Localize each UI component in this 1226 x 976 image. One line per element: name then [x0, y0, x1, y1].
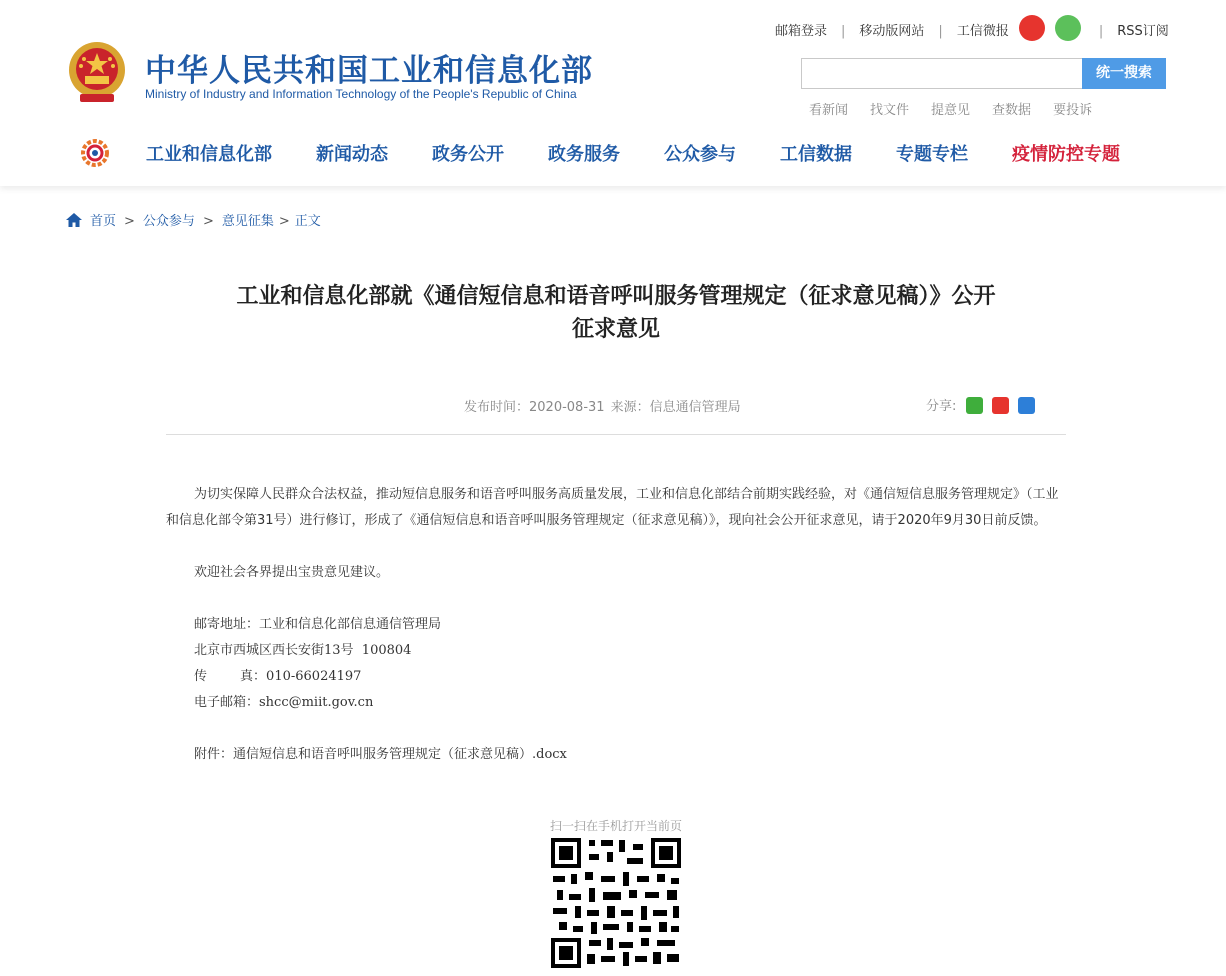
nav-item-gov-services[interactable]: 政务服务	[548, 144, 620, 165]
nav-item-news[interactable]: 新闻动态	[316, 144, 388, 165]
article-title	[166, 280, 1066, 346]
article-meta	[464, 396, 747, 415]
article-title-line1: 工业和信息化部就《通信短信息和语音呼叫服务管理规定（征求意见稿）》公开	[236, 284, 996, 309]
breadcrumb-opinion-collection[interactable]: 意见征集	[221, 214, 274, 229]
main-nav	[146, 140, 1120, 166]
weibo-icon[interactable]	[1019, 15, 1045, 41]
search-input[interactable]	[801, 58, 1083, 89]
body-paragraph-welcome: 欢迎社会各界提出宝贵意见建议。	[194, 565, 390, 580]
breadcrumb-public-participation[interactable]: 公众参与	[142, 214, 195, 229]
site-subtitle: Ministry of Industry and Information Technology of the People's Republic of China	[145, 87, 577, 101]
source-label: 来源：	[610, 400, 650, 415]
quicklink-documents[interactable]: 找文件	[870, 103, 910, 118]
publish-date: 2020-08-31	[529, 400, 605, 415]
mobile-site-link[interactable]: 移动版网站	[859, 24, 925, 39]
quicklink-data[interactable]: 查数据	[992, 103, 1032, 118]
body-paragraph: 为切实保障人民群众合法权益，推动短信息服务和语音呼叫服务高质量发展，工业和信息化部结合前期实践经验，对《通信短信息服务管理规定》（工业和信息化部令第31号）进行修订，形成了《通信短信息和语音呼叫服务管理规定（征求意见稿）》，现向社会公开征求意见，请于2020年9月30日前反馈。	[166, 487, 1059, 528]
miit-logo-icon[interactable]	[80, 138, 110, 168]
search-button[interactable]: 统一搜索	[1082, 58, 1166, 89]
nav-item-miit-data[interactable]: 工信数据	[780, 144, 852, 165]
quick-links	[809, 99, 1114, 118]
miit-weibao-link[interactable]: 工信微报	[956, 24, 1009, 39]
share-bar	[926, 395, 1035, 414]
qr-code	[549, 836, 683, 970]
breadcrumb-current: 正文	[294, 214, 321, 229]
site-header	[0, 0, 1226, 186]
wechat-icon[interactable]	[1055, 15, 1081, 41]
nav-item-gov-affairs-open[interactable]: 政务公开	[432, 144, 504, 165]
nav-item-miit[interactable]: 工业和信息化部	[146, 144, 272, 165]
mail-address: 邮寄地址：工业和信息化部信息通信管理局	[194, 617, 442, 632]
mail-login-link[interactable]: 邮箱登录	[775, 24, 828, 39]
email-address: 电子邮箱：shcc@miit.gov.cn	[194, 695, 374, 710]
divider	[166, 434, 1066, 435]
quicklink-complaint[interactable]: 要投诉	[1053, 103, 1093, 118]
quicklink-feedback[interactable]: 提意见	[931, 103, 971, 118]
nav-item-special-topics[interactable]: 专题专栏	[896, 144, 968, 165]
breadcrumb: 首页 > 公众参与 > 意见征集 > 正文	[66, 210, 321, 229]
qr-caption: 扫一扫在手机打开当前页	[550, 819, 683, 833]
source-value: 信息通信管理局	[649, 400, 741, 415]
fax-number: 传 真：010-66024197	[194, 669, 362, 684]
share-wechat-icon[interactable]	[966, 397, 983, 414]
quicklink-news[interactable]: 看新闻	[809, 103, 849, 118]
top-links: 邮箱登录 | 移动版网站 | 工信微报 | RSS订阅	[775, 20, 1169, 41]
rss-link[interactable]: RSS订阅	[1117, 24, 1169, 39]
share-qq-icon[interactable]	[1018, 397, 1035, 414]
share-label: 分享:	[926, 399, 957, 414]
article-title-line2: 征求意见	[571, 317, 660, 342]
share-weibo-icon[interactable]	[992, 397, 1009, 414]
publish-label: 发布时间：	[464, 400, 530, 415]
nav-item-epidemic-topic[interactable]: 疫情防控专题	[1012, 144, 1120, 165]
site-title: 中华人民共和国工业和信息化部	[145, 53, 593, 89]
attachment-link[interactable]: 附件：通信短信息和语音呼叫服务管理规定（征求意见稿）.docx	[194, 747, 567, 762]
nav-item-public-participation[interactable]: 公众参与	[664, 144, 736, 165]
street-address: 北京市西城区西长安街13号 100804	[194, 643, 412, 658]
home-icon[interactable]	[66, 213, 82, 227]
breadcrumb-home[interactable]: 首页	[90, 214, 117, 229]
national-emblem-logo[interactable]	[66, 40, 128, 104]
article-body	[166, 482, 1066, 768]
